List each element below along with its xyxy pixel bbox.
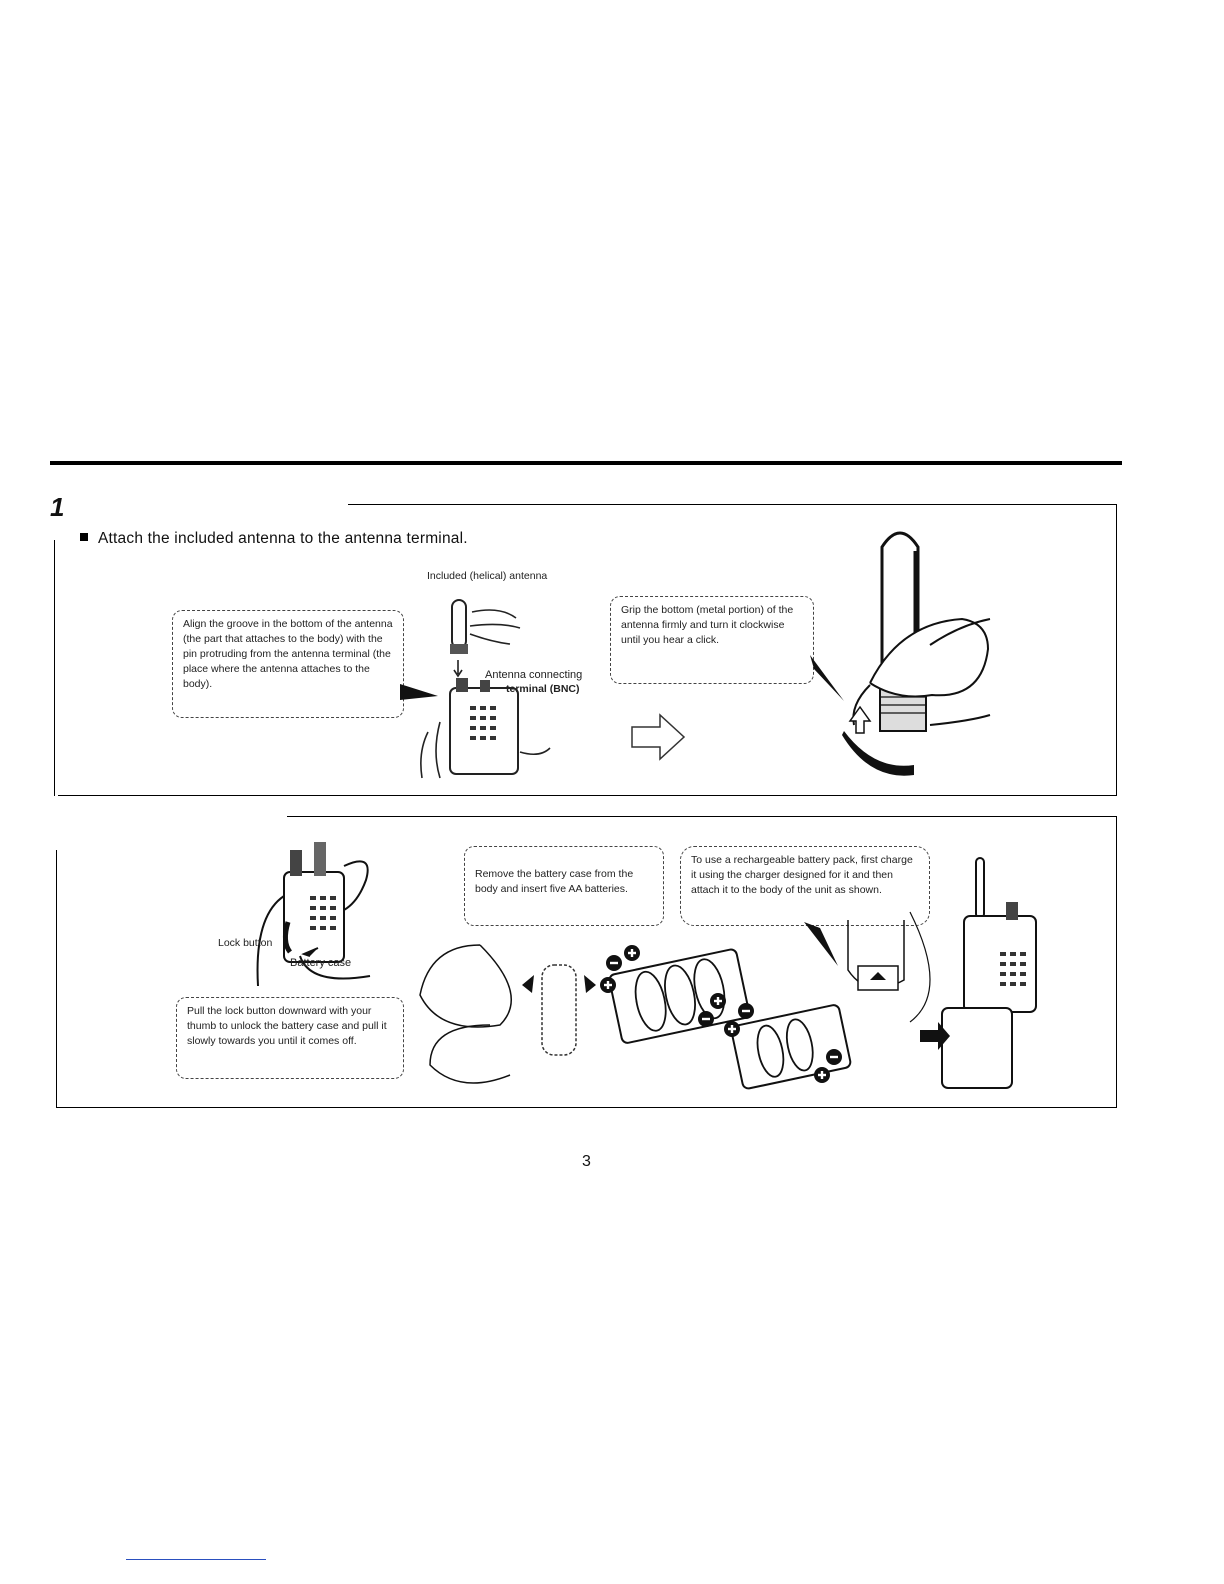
pointer-recharge-icon [800,922,840,968]
section-antenna-right-border [1116,504,1117,796]
label-lock-button: Lock button [218,937,273,949]
footer-rule [126,1559,266,1560]
section-battery-right-border [1116,816,1117,1108]
callout-pull-lock [176,997,404,1079]
antenna-instruction [80,530,468,548]
section-battery-left-border [56,850,57,1108]
charger-detail-illustration [840,920,920,1010]
bullet-icon [80,533,88,541]
pointer-arrow-icon [400,680,440,704]
battery-insertion-illustration [410,925,850,1095]
callout-rechargeable [680,846,930,926]
label-antenna-terminal-1: Antenna connecting [485,669,583,681]
callout-grip-antenna-text: Grip the bottom (metal portion) of the antenna firmly and turn it clockwise until you hear a click. [621,604,794,646]
section-battery-bottom-rule [56,1107,1117,1108]
antenna-twist-illustration [830,525,1000,790]
label-antenna-terminal-2: terminal (BNC) [506,683,580,695]
step-number: 1 [50,492,65,522]
battery-case-removal-illustration [240,836,380,996]
callout-align-groove [172,610,404,718]
callout-remove-case [464,846,664,926]
next-step-arrow-icon [630,713,686,761]
label-included-antenna: Included (helical) antenna [427,570,548,582]
section-antenna-top-rule [348,504,1116,505]
callout-rechargeable-text: To use a rechargeable battery pack, first charge it using the charger designed for it and then attach it to the body of the unit as shown. [691,854,913,896]
section-battery-top-rule [287,816,1117,817]
callout-align-groove-text: Align the groove in the bottom of the antenna (the part that attaches to the body) with the pin protruding from the antenna terminal (the place where the antenna attaches to the body). [183,618,393,690]
section-antenna-left-border [54,540,55,796]
section-antenna-bottom-rule [58,795,1117,796]
label-battery-case: Battery case [290,957,352,969]
antenna-instruction-text: Attach the included antenna to the antenna terminal. [98,530,468,547]
callout-remove-case-text: Remove the battery case from the body and insert five AA batteries. [475,868,634,895]
callout-grip-antenna [610,596,814,684]
header-rule [50,461,1122,465]
page-number: 3 [582,1153,591,1170]
radio-with-battery-pack-illustration [920,852,1040,1092]
callout-pull-lock-text: Pull the lock button downward with your thumb to unlock the battery case and pull it slowly towards you until it comes off. [187,1005,387,1047]
